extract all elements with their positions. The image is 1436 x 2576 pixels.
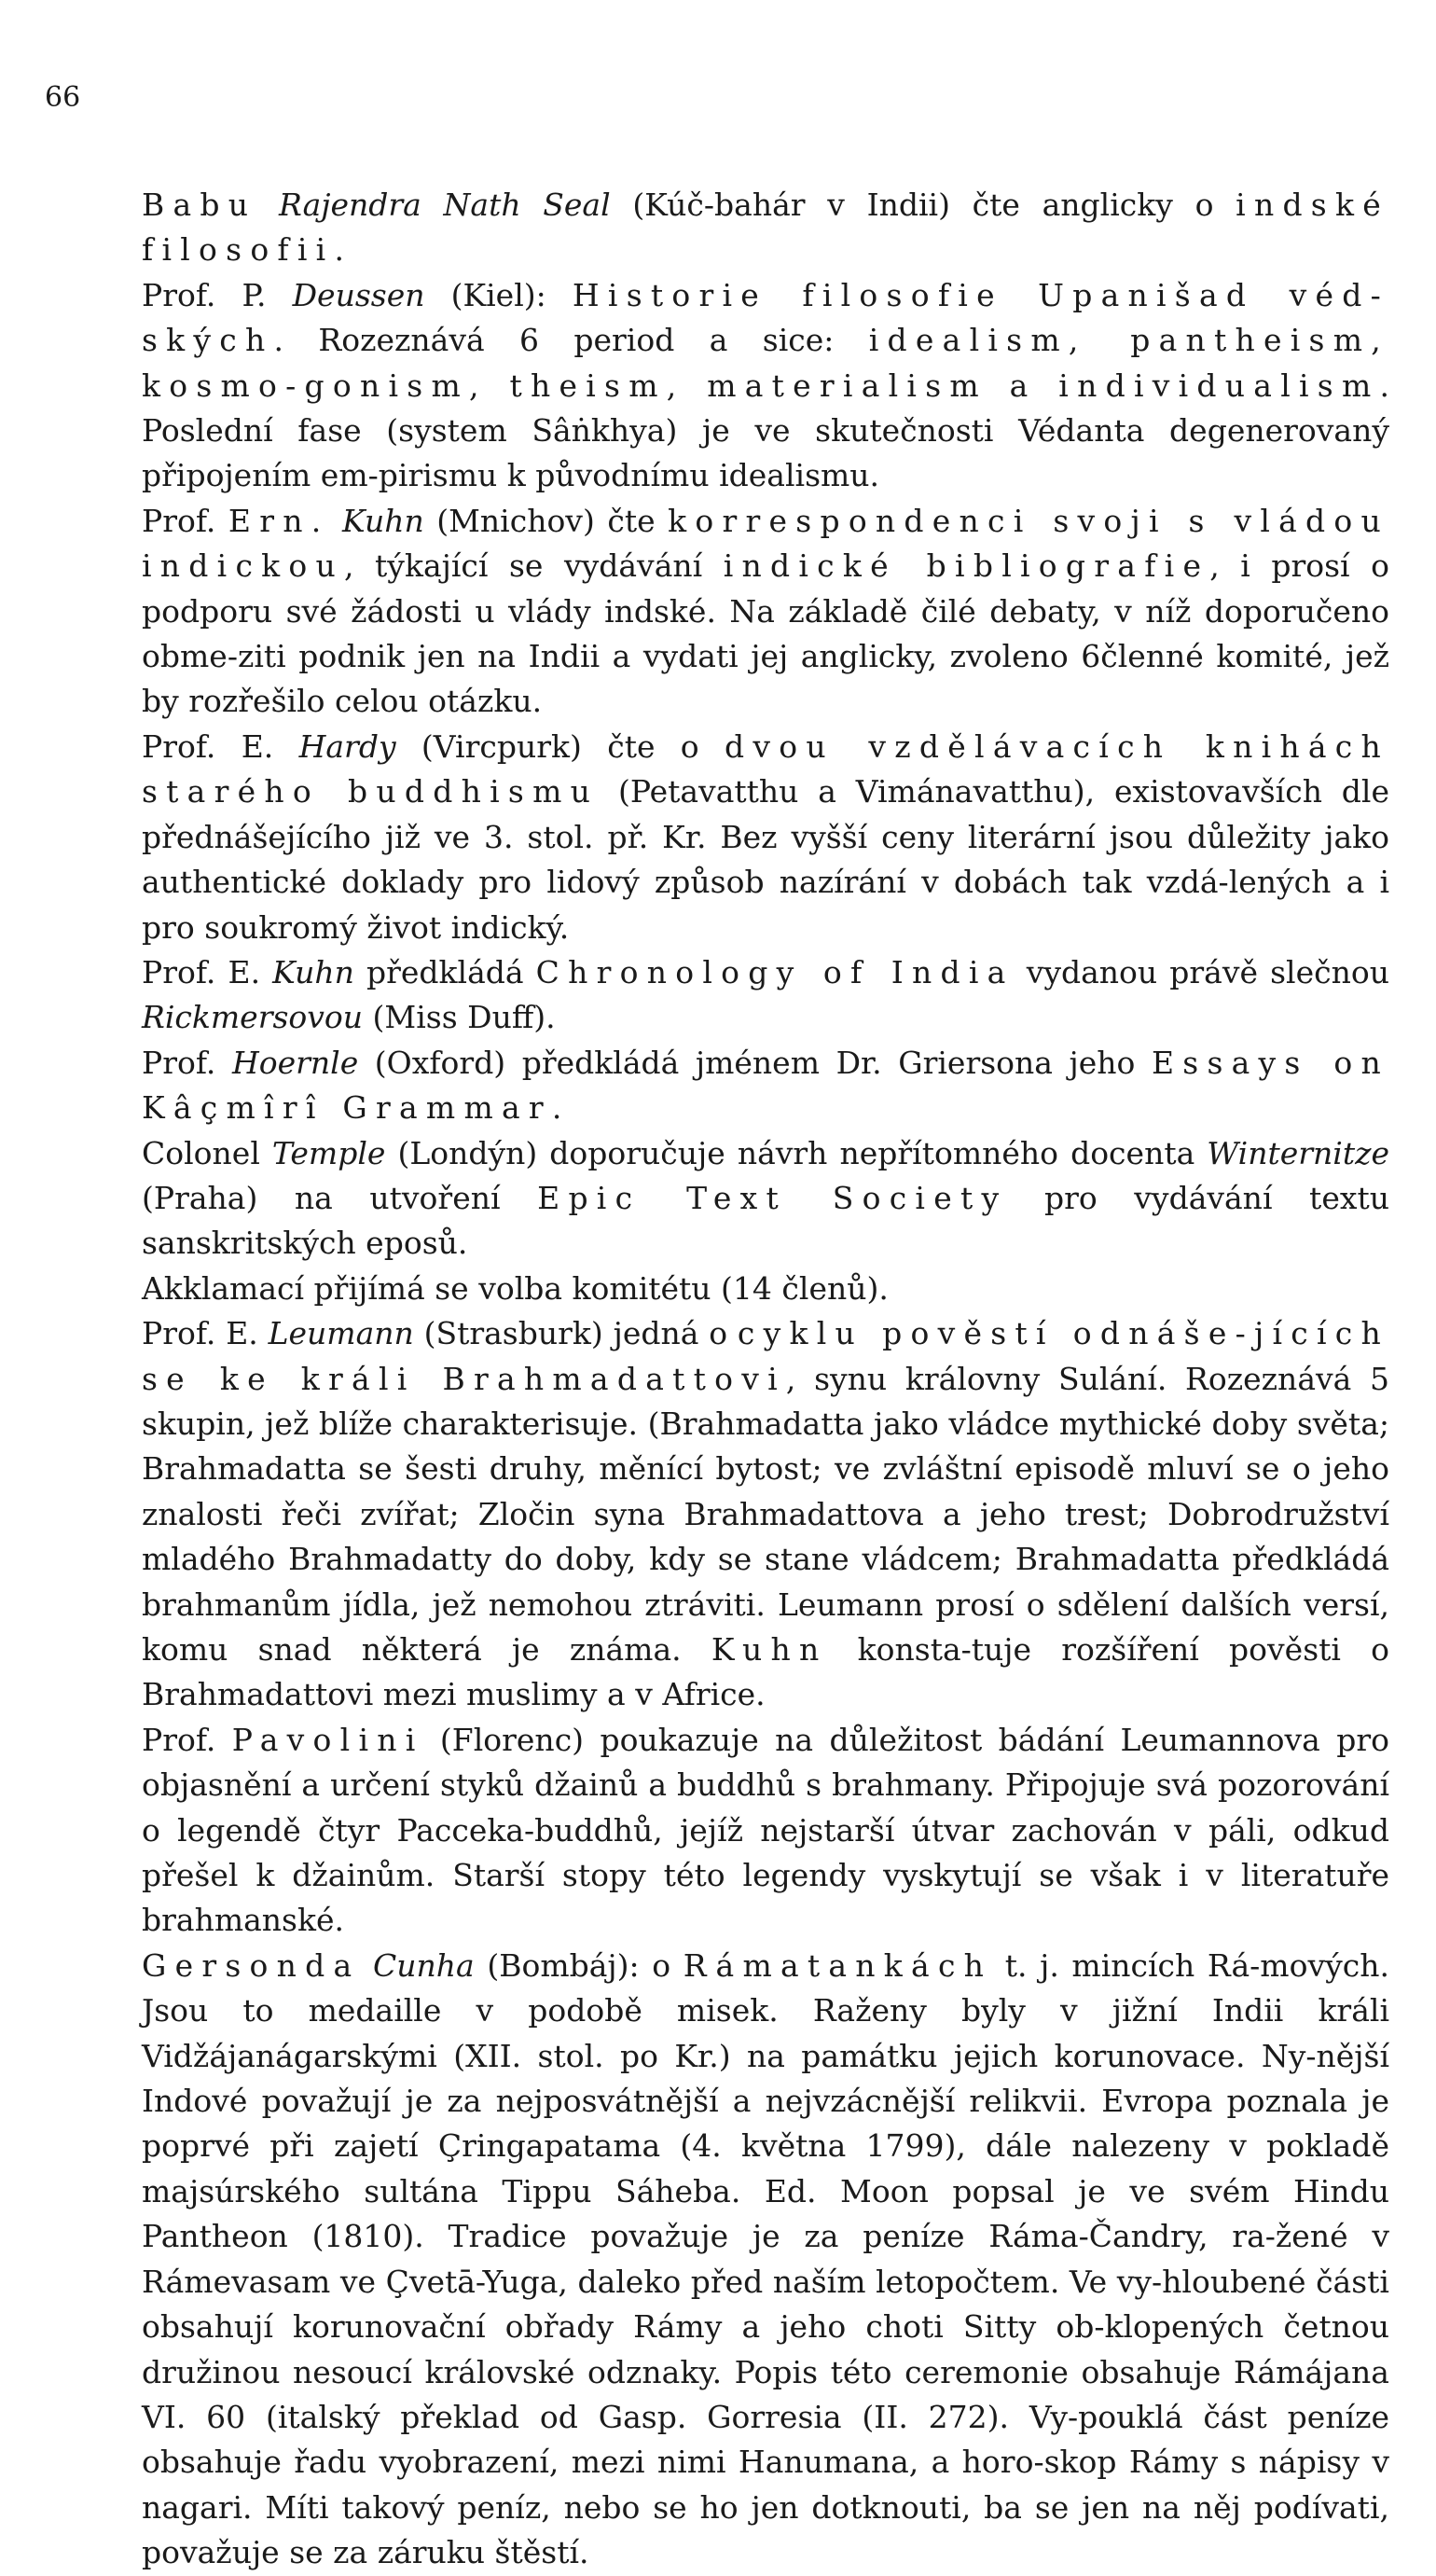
text-run: (Praha) na utvoření [142, 1179, 538, 1216]
paragraph [142, 950, 1389, 1041]
italic-name: Hoernle [231, 1044, 359, 1081]
text-run: vydanou právě slečnou [1014, 953, 1389, 990]
text-run [256, 187, 279, 223]
paragraph [142, 1944, 1389, 2576]
spaced-emphasis: Rámatankách [683, 1946, 993, 1984]
paragraph [142, 1041, 1389, 1131]
italic-name: Winternitze [1207, 1134, 1389, 1171]
text-run: . [551, 1089, 562, 1127]
spaced-emphasis: indické bibliografie [723, 547, 1210, 585]
italic-name: Cunha [373, 1946, 475, 1984]
paragraph [142, 1718, 1389, 1944]
text-run: Prof. [142, 502, 228, 539]
text-run: , týkající se vydávání [344, 547, 724, 585]
page-number: 66 [45, 81, 81, 114]
spaced-emphasis: indské filosofii [142, 187, 1389, 269]
spaced-emphasis: Gersonda [142, 1946, 361, 1984]
text-run: (Petavatthu a Vimánavatthu), existovavších dle přednášejícího již ve 3. stol. př. Kr. Bez vyšší ceny literární jsou důležity jako authentické doklady pro lidový způsob nazírání v dobách tak vzdá-lených a i pro soukromý život indický. [142, 773, 1390, 946]
spaced-emphasis: cyklu pověstí odnáše-jících se ke králi Brahmadattovi [142, 1315, 1389, 1397]
italic-name: Kuhn [272, 953, 354, 990]
text-run [360, 1947, 373, 1984]
paragraph [142, 1267, 1389, 1311]
text-run: . Poslední fase (system Sâṅkhya) je ve skutečnosti Védanta degenerovaný připojením em-pirismu k původnímu idealismu. [142, 367, 1389, 494]
spaced-emphasis: Kuhn [711, 1631, 828, 1668]
text-run: (Florenc) poukazuje na důležitost bádání Leumannova pro objasnění a určení styků džainů a buddhů s brahmany. Připojuje svá pozorování o legendě čtyr Pacceka-buddhů, jejíž nejstarší útvar zachován v páli, odkud přešel k džainům. Starší stopy této legendy vyskytují se však i v literatuře brahmanské. [142, 1721, 1389, 1939]
text-run: (Kúč-bahár v Indii) čte anglicky o [610, 187, 1236, 223]
spaced-emphasis: korrespondenci svoji s vládou indickou [142, 502, 1390, 585]
italic-name: Leumann [268, 1315, 414, 1352]
italic-name: Deussen [292, 276, 425, 313]
spaced-emphasis: Historie filosofie Upanišad véd-ských [142, 276, 1390, 359]
spaced-emphasis: Babu [142, 187, 257, 223]
text-run: Prof. [142, 1044, 232, 1081]
paragraph [142, 183, 1389, 273]
text-run: Akklamací přijímá se volba komitétu (14 členů). [142, 1269, 889, 1307]
text-run [329, 503, 342, 539]
spaced-emphasis: Essays on Kâçmîrî Grammar [142, 1044, 1390, 1127]
text-run: , synu královny Sulání. Rozeznává 5 skupin, jež blíže charakterisuje. (Brahmadatta jako vládce mythické doby světa; Brahmadatta se šesti druhy, měnící bytost; ve zvláštní episodě mluví se o jeho znalosti řeči zvířat; Zločin syna Brahmadattova a jeho trest; Dobrodružství mladého Brahmadatty do doby, kdy se stane vládcem; Brahmadatta předkládá brahmanům jídla, jež nemohou ztráviti. Leumann prosí o sdělení dalších versí, komu snad některá je známa. [142, 1360, 1389, 1668]
italic-name: Rajendra Nath Seal [278, 187, 611, 223]
text-run: . Rozeznává 6 period a sice: [273, 322, 869, 359]
italic-name: Rickmersovou [142, 999, 364, 1036]
text-run: (Bombáj): o [474, 1946, 683, 1984]
text-run: (Strasburk) jedná o [413, 1315, 738, 1352]
text-run: (Miss Duff). [363, 999, 556, 1036]
text-run: Prof. E. [142, 727, 299, 765]
text-run: (Mnichov) čte [423, 502, 669, 539]
spaced-emphasis: Pavolini [231, 1721, 424, 1758]
text-run: předkládá [353, 953, 536, 990]
paragraph [142, 725, 1389, 950]
paragraph [142, 1131, 1389, 1267]
text-run: Colonel [142, 1134, 272, 1171]
spaced-emphasis: Epic Text Society [537, 1179, 1008, 1216]
text-run: pro vydávání textu sanskritských eposů. [142, 1179, 1389, 1262]
text-run: Prof. P. [142, 276, 293, 313]
paragraph [142, 499, 1389, 725]
italic-name: Temple [271, 1134, 386, 1171]
text-body [142, 183, 1389, 2576]
spaced-emphasis: idealism, pantheism, kosmo-gonism, theism, materialism a individualism [142, 322, 1389, 404]
paragraph [142, 273, 1389, 499]
text-run: Prof. E. [142, 953, 273, 990]
text-run: (Oxford) předkládá jménem Dr. Griersona jeho [358, 1044, 1152, 1081]
paragraph [142, 1311, 1389, 1718]
text-run: t. j. mincích Rá-mových. Jsou to medaille v podobě misek. Raženy byly v jižní Indii králi Vidžájanágarskými (XII. stol. po Kr.) na památku jejich korunovace. Ny-nější Indové považují je za nejposvátnější a nejvzácnější relikvii. Evropa poznala je poprvé při zajetí Çringapatama (4. května 1799), dále nalezeny v pokladě majsúrského sultána Tippu Sáheba. Ed. Moon popsal je ve svém Hindu Pantheon (1810). Tradice považuje je za peníze Ráma-Čandry, ra-žené v Rámevasam ve Çvetā-Yuga, daleko před naším letopočtem. Ve vy-hloubené části obsahují korunovační obřady Rámy a jeho choti Sitty ob-klopených četnou družinou nesoucí královské odznaky. Popis této ceremonie obsahuje Rámájana VI. 60 (italský překlad od Gasp. Gorresia (II. 272). Vy-pouklá část peníze obsahuje řadu vyobrazení, mezi nimi Hanumana, a horo-skop Rámy s nápisy v nagari. Míti takový peníz, nebo se ho jen dotknouti, ba se jen na něj podívati, považuje se za záruku štěstí. [142, 1946, 1389, 2571]
text-run: (Vircpurk) čte o [395, 727, 725, 765]
text-run: Prof. [142, 1721, 232, 1758]
italic-name: Hardy [298, 727, 396, 765]
spaced-emphasis: Ern. [228, 502, 330, 539]
text-run: Prof. E. [142, 1315, 269, 1352]
spaced-emphasis: Chronology of India [535, 953, 1015, 990]
text-run: konsta-tuje rozšíření pověsti o Brahmadattovi mezi muslimy a v Africe. [142, 1631, 1389, 1713]
text-run: (Londýn) doporučuje návrh nepřítomného docenta [385, 1134, 1208, 1171]
text-run: (Kiel): [424, 276, 573, 313]
spaced-emphasis: dvou vzdělávacích knihách starého buddhismu [142, 727, 1389, 810]
text-run: . [334, 231, 344, 269]
italic-name: Kuhn [342, 502, 424, 539]
text-run: , i prosí o podporu své žádosti u vlády indské. Na základě čilé debaty, v níž doporučeno obme-ziti podnik jen na Indii a vydati jej anglicky, zvoleno 6členné komité, jež by rozřešilo celou otázku. [142, 547, 1389, 720]
